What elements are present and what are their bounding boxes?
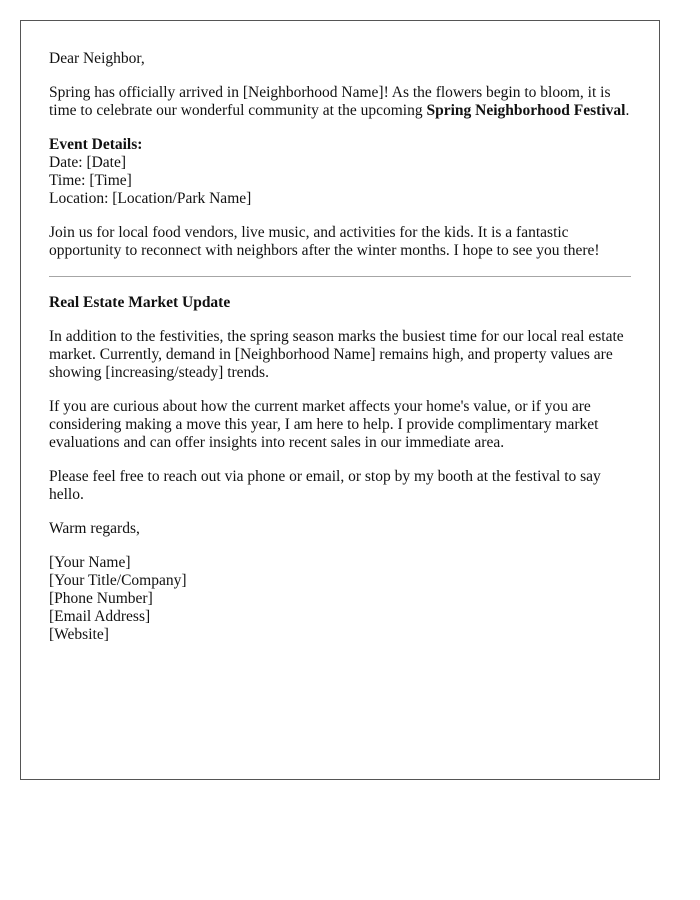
signature-phone: [Phone Number] <box>49 590 153 607</box>
event-date: Date: [Date] <box>49 154 127 171</box>
closing: Warm regards, <box>49 520 140 537</box>
letter-page <box>20 20 660 780</box>
signature-title-company: [Your Title/Company] <box>49 572 187 589</box>
signature-website: [Website] <box>49 626 109 643</box>
event-details <box>49 136 631 208</box>
section-divider <box>49 276 631 277</box>
signature-email: [Email Address] <box>49 608 151 625</box>
event-details-heading: Event Details: <box>49 136 143 153</box>
market-section-title: Real Estate Market Update <box>49 294 231 311</box>
market-paragraph-3: Please feel free to reach out via phone or email, or stop by my booth at the festival to say hello. <box>49 468 601 503</box>
greeting: Dear Neighbor, <box>49 50 145 67</box>
intro-paragraph <box>49 84 631 120</box>
join-paragraph: Join us for local food vendors, live music, and activities for the kids. It is a fantastic opportunity to reconnect with neighbors after the winter months. I hope to see you there! <box>49 224 600 259</box>
event-name: Spring Neighborhood Festival <box>426 102 626 119</box>
market-paragraph-2: If you are curious about how the current market affects your home's value, or if you are considering making a move this year, I am here to help. I provide complimentary market evaluations and can offer insights into recent sales in our immediate area. <box>49 398 599 451</box>
intro-text-before: Spring has officially arrived in [Neighborhood Name]! As the flowers begin to bloom, it is time to celebrate our wonderful community at the upcoming <box>49 84 611 119</box>
event-time: Time: [Time] <box>49 172 132 189</box>
event-location: Location: [Location/Park Name] <box>49 190 252 207</box>
signature-name: [Your Name] <box>49 554 131 571</box>
intro-text-after: . <box>625 102 630 119</box>
market-paragraph-1: In addition to the festivities, the spring season marks the busiest time for our local real estate market. Currently, demand in [Neighborhood Name] remains high, and property values are showing [increasing/steady] trends. <box>49 328 624 381</box>
signature-block <box>49 554 631 644</box>
